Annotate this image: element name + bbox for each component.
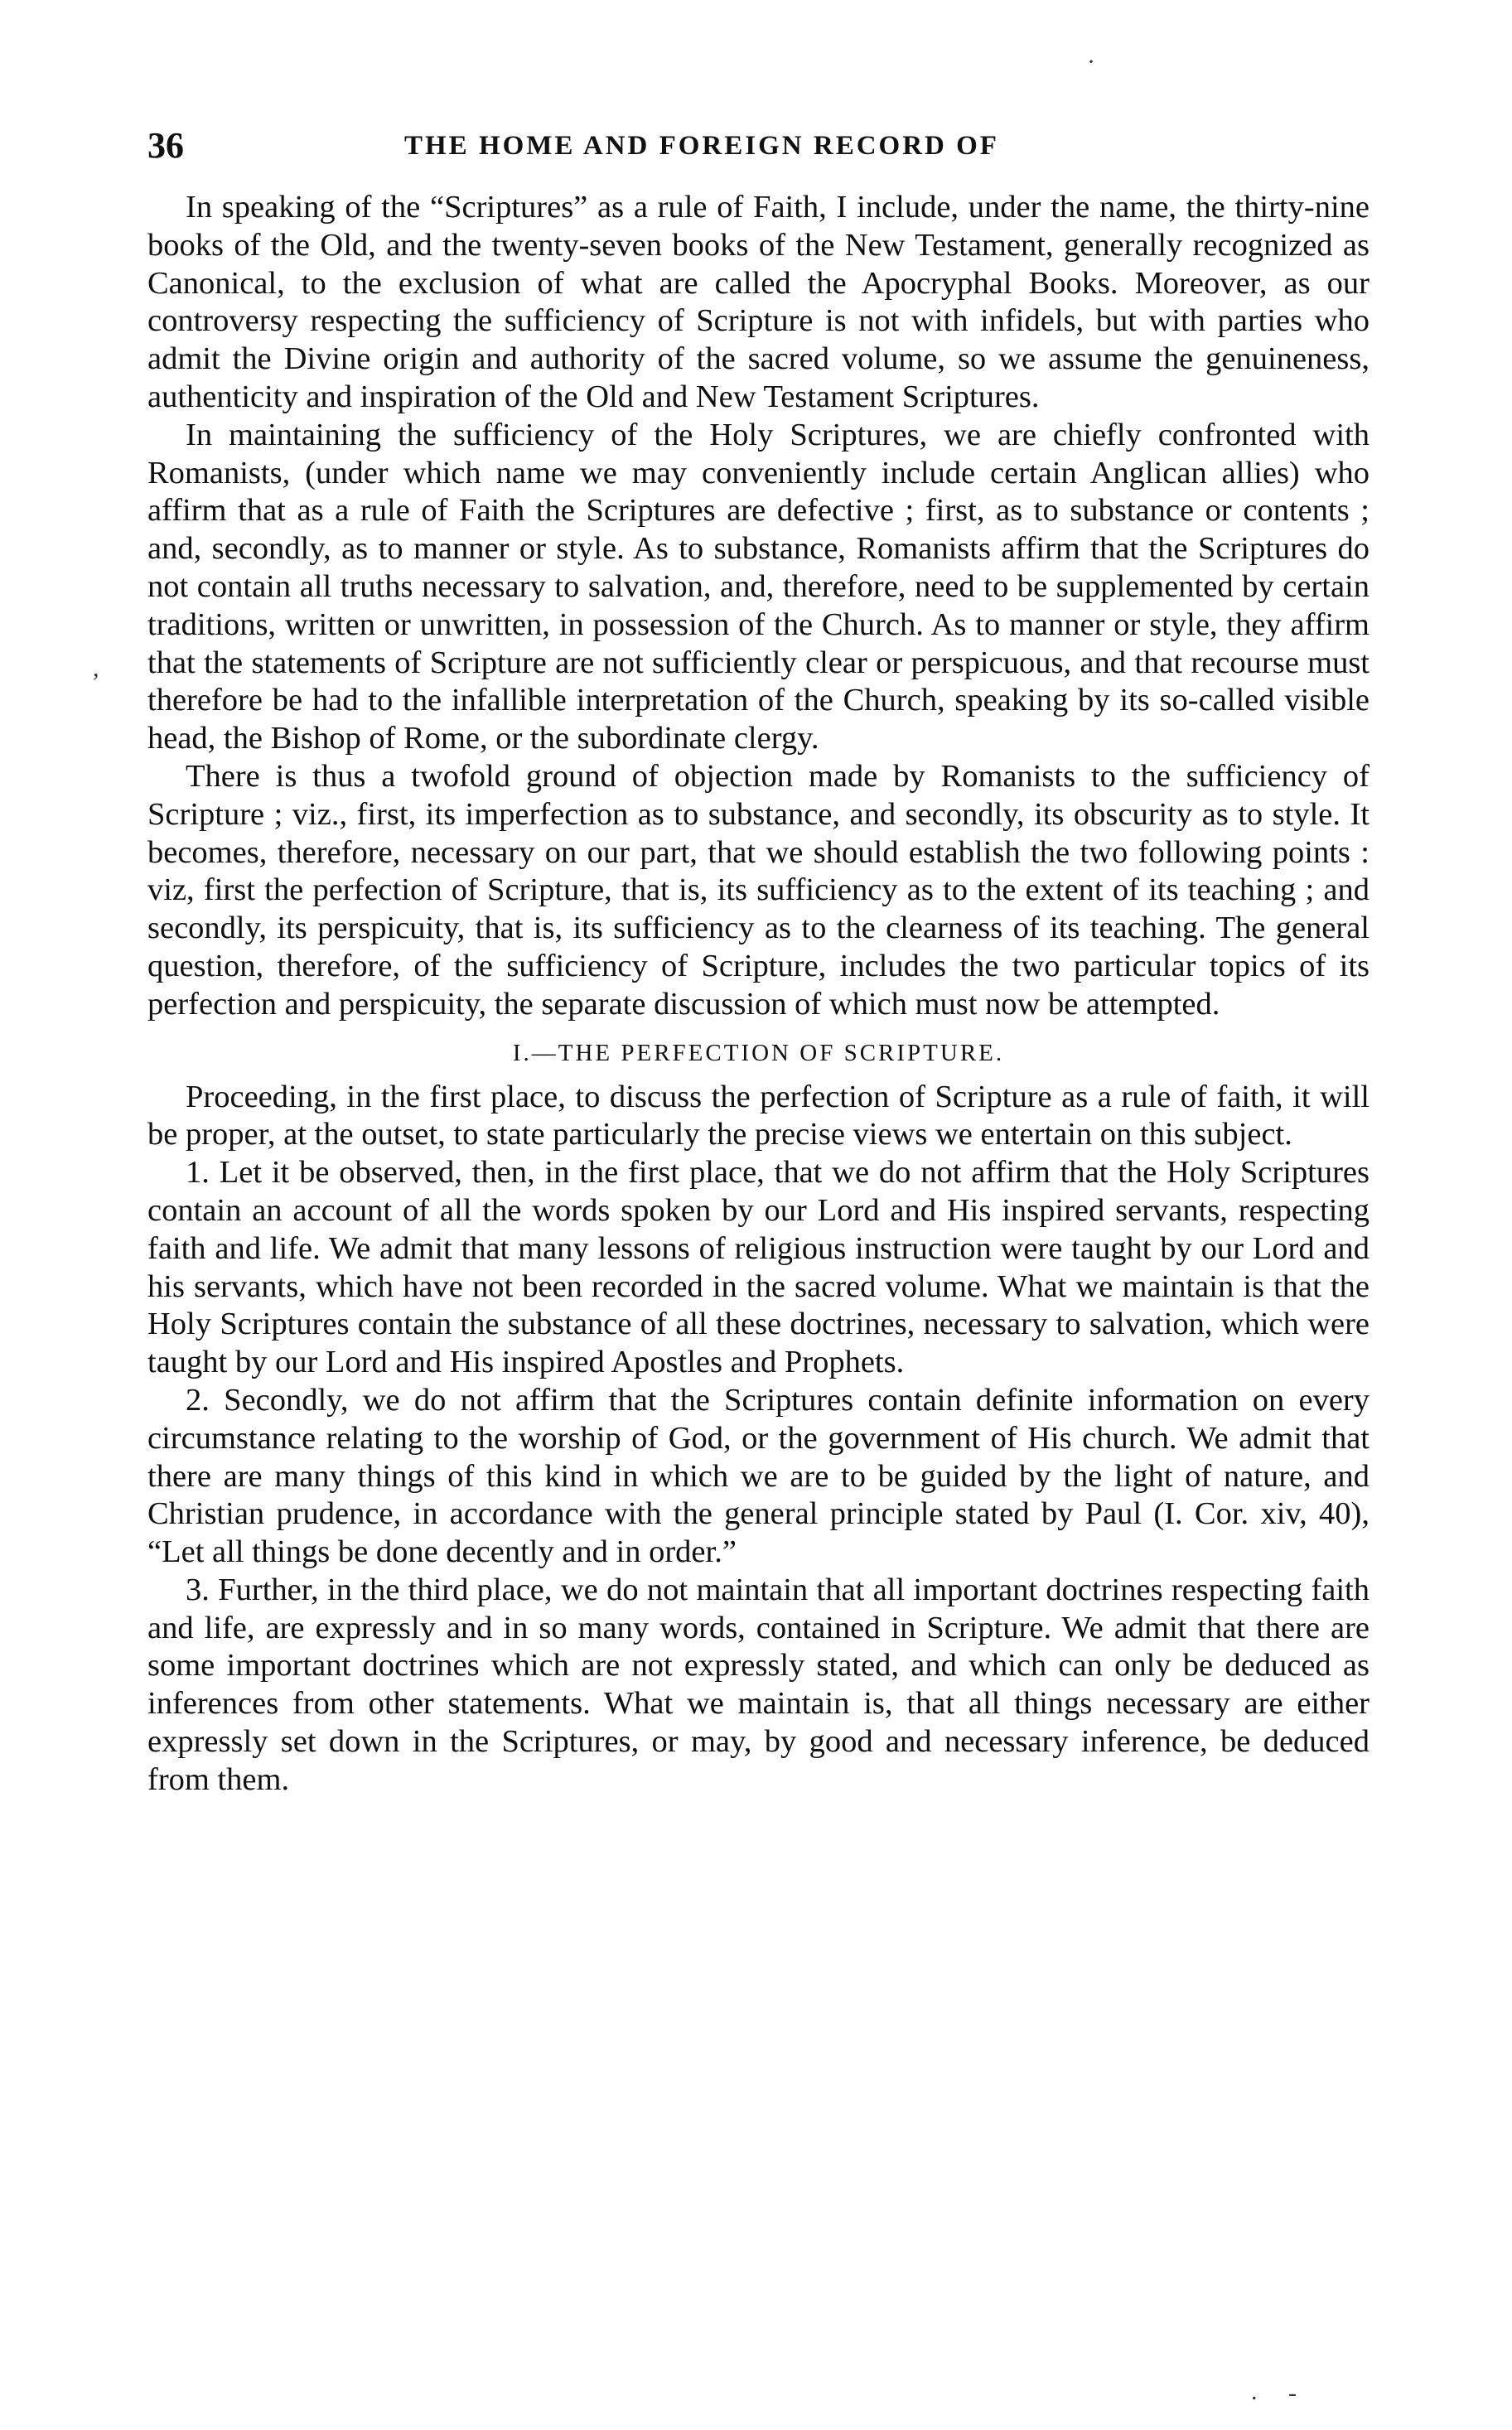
print-speck: -: [1288, 2379, 1297, 2407]
section-heading: I.—THE PERFECTION OF SCRIPTURE.: [512, 1039, 1005, 1066]
print-speck: ·: [1087, 48, 1095, 75]
paragraph: There is thus a twofold ground of objection made by Romanists to the sufficiency of Scripture ; viz., first, its imperfection as to substance, and secondly, its obscurity as to style. It becomes, therefore, necessary on our part, that we should establish the two following points : viz, first the perfection of Scripture, that is, its sufficiency as to the extent of its teaching ; and secondly, its perspicuity, that is, its sufficiency as to the clearness of its teaching. The general question, therefore, of the sufficiency of Scripture, includes the two particular topics of its perfection and perspicuity, the separate discussion of which must now be attempted.: [147, 758, 1369, 1022]
paragraph: 2. Secondly, we do not affirm that the Scriptures contain definite information on every circumstance relating to the worship of God, or the government of His church. We admit that there are many things of this kind in which we are to be guided by the light of nature, and Christian prudence, in accordance with the general principle stated by Paul (I. Cor. xiv, 40), “Let all things be done decently and in order.”: [147, 1382, 1369, 1570]
paragraph: 3. Further, in the third place, we do not maintain that all important doctrines respecting faith and life, are expressly and in so many words, contained in Scripture. We admit that there are some important doctrines which are not expressly stated, and which can only be deduced as inferences from other statements. What we maintain is, that all things necessary are either expressly set down in the Scriptures, or may, by good and necessary inference, be deduced from them.: [147, 1572, 1369, 1797]
paragraph: Proceeding, in the first place, to discuss the perfection of Scripture as a rule of faith, it will be proper, at the outset, to state particularly the precise views we entertain on this subject.: [147, 1079, 1369, 1152]
page-number: 36: [147, 125, 184, 166]
body-text: [147, 189, 1369, 1800]
print-speck: .: [1251, 2378, 1258, 2405]
paragraph: In speaking of the “Scriptures” as a rule of Faith, I include, under the name, the thirty-nine books of the Old, and the twenty-seven books of the New Testament, generally recognized as Canonical, to the exclusion of what are called the Apocryphal Books. Moreover, as our controversy respecting the sufficiency of Scripture is not with infidels, but with parties who admit the Divine origin and authority of the sacred volume, so we assume the genuineness, authenticity and inspiration of the Old and New Testament Scriptures.: [147, 190, 1369, 414]
print-speck: ,: [93, 655, 99, 682]
paragraph: In maintaining the sufficiency of the Holy Scriptures, we are chiefly confronted with Romanists, (under which name we may conveniently include certain Anglican allies) who affirm that as a rule of Faith the Scriptures are defective ; first, as to substance or contents ; and, secondly, as to manner or style. As to substance, Romanists affirm that the Scriptures do not contain all truths necessary to salvation, and, therefore, need to be supplemented by certain traditions, written or unwritten, in possession of the Church. As to manner or style, they affirm that the statements of Scripture are not sufficiently clear or perspicuous, and that recourse must therefore be had to the infallible interpretation of the Church, speaking by its so-called visible head, the Bishop of Rome, or the subordinate clergy.: [147, 417, 1369, 756]
running-head: [147, 124, 1374, 174]
paragraph: 1. Let it be observed, then, in the first place, that we do not affirm that the Holy Scriptures contain an account of all the words spoken by our Lord and His inspired servants, respecting faith and life. We admit that many lessons of religious instruction were taught by our Lord and his servants, which have not been recorded in the sacred volume. What we maintain is that the Holy Scriptures contain the substance of all these doctrines, necessary to salvation, which were taught by our Lord and His inspired Apostles and Prophets.: [147, 1155, 1369, 1380]
running-title: THE HOME AND FOREIGN RECORD OF: [404, 131, 999, 161]
